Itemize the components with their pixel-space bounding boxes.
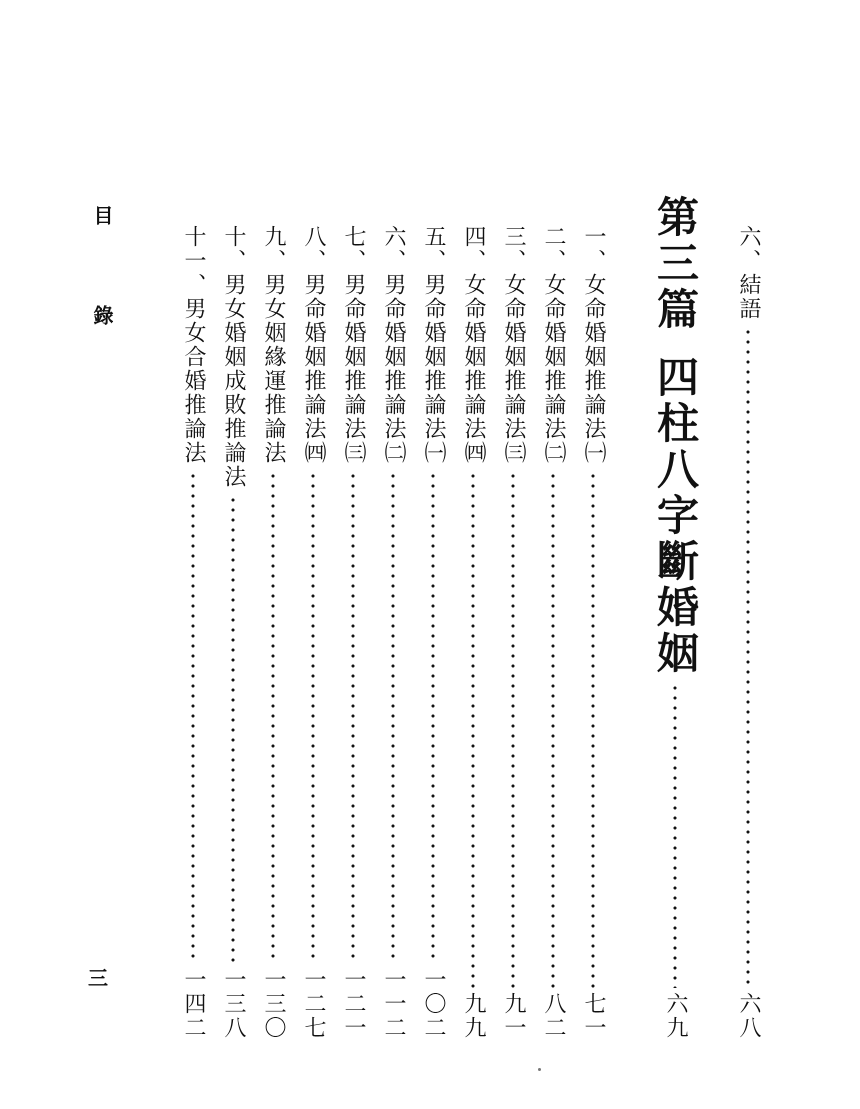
toc-entry	[418, 225, 448, 1040]
toc-entry	[578, 225, 608, 1040]
toc-entry-title: 六、結語	[736, 225, 761, 321]
dot-leader	[391, 471, 395, 964]
toc-entry	[458, 225, 488, 1040]
toc-entry	[218, 225, 248, 1040]
toc-entry-page: 一二七	[301, 968, 326, 1040]
toc-entry-title: 九、男女姻緣運推論法	[261, 225, 286, 465]
toc-entry-page: 一二一	[341, 968, 366, 1040]
dot-leader	[311, 471, 315, 964]
toc-entry-title: 八、男命婚姻推論法㈣	[301, 225, 326, 465]
dot-leader	[351, 471, 355, 964]
page-number: 三	[88, 966, 108, 990]
toc-entry	[498, 225, 528, 1040]
dot-leader	[471, 471, 475, 988]
toc-entry-page: 一〇二	[421, 968, 446, 1040]
toc-entry-page: 一三八	[221, 968, 246, 1040]
dot-leader	[431, 471, 435, 964]
dot-leader	[746, 327, 750, 988]
toc-entry-title: 十一、男女合婚推論法	[181, 225, 206, 465]
toc-entry-title: 二、女命婚姻推論法㈡	[541, 225, 566, 465]
dot-leader	[551, 471, 555, 988]
toc-entry	[178, 225, 208, 1040]
toc-entry	[338, 225, 368, 1040]
toc-entry-title: 一、女命婚姻推論法㈠	[581, 225, 606, 465]
part-page: 六九	[663, 992, 688, 1040]
part-heading	[650, 195, 700, 1040]
toc-entry-page: 六八	[736, 992, 761, 1040]
toc-entry-title: 六、男命婚姻推論法㈡	[381, 225, 406, 465]
toc-entry-prev	[733, 225, 763, 1040]
toc-entry-page: 一四二	[181, 968, 206, 1040]
toc-entry-page: 七一	[581, 992, 606, 1040]
dot-leader	[191, 471, 195, 964]
part-label: 第三篇	[651, 195, 700, 333]
dot-leader	[673, 683, 677, 988]
part-title	[650, 195, 700, 677]
toc-entry	[538, 225, 568, 1040]
toc-entry-page: 九一	[501, 992, 526, 1040]
toc-entry-title: 四、女命婚姻推論法㈣	[461, 225, 486, 465]
dot-leader	[231, 495, 235, 964]
dot-leader	[591, 471, 595, 988]
toc-entry	[378, 225, 408, 1040]
dot-leader	[271, 471, 275, 964]
toc-entry-title: 七、男命婚姻推論法㈢	[341, 225, 366, 465]
toc-entry-title: 三、女命婚姻推論法㈢	[501, 225, 526, 465]
part-name: 四柱八字斷婚姻	[651, 355, 700, 677]
dot-leader	[511, 471, 515, 988]
toc-entry-page: 一一二	[381, 968, 406, 1040]
toc-entry	[258, 225, 288, 1040]
toc-entry-title: 五、男命婚姻推論法㈠	[421, 225, 446, 465]
toc-entry-page: 一三〇	[261, 968, 286, 1040]
toc-entry-page: 九九	[461, 992, 486, 1040]
toc-entry-page: 八二	[541, 992, 566, 1040]
print-speck	[538, 1068, 541, 1071]
toc-entry-title: 十、男女婚姻成敗推論法	[221, 225, 246, 489]
running-header: 目 錄	[90, 205, 114, 353]
toc-entry	[298, 225, 328, 1040]
